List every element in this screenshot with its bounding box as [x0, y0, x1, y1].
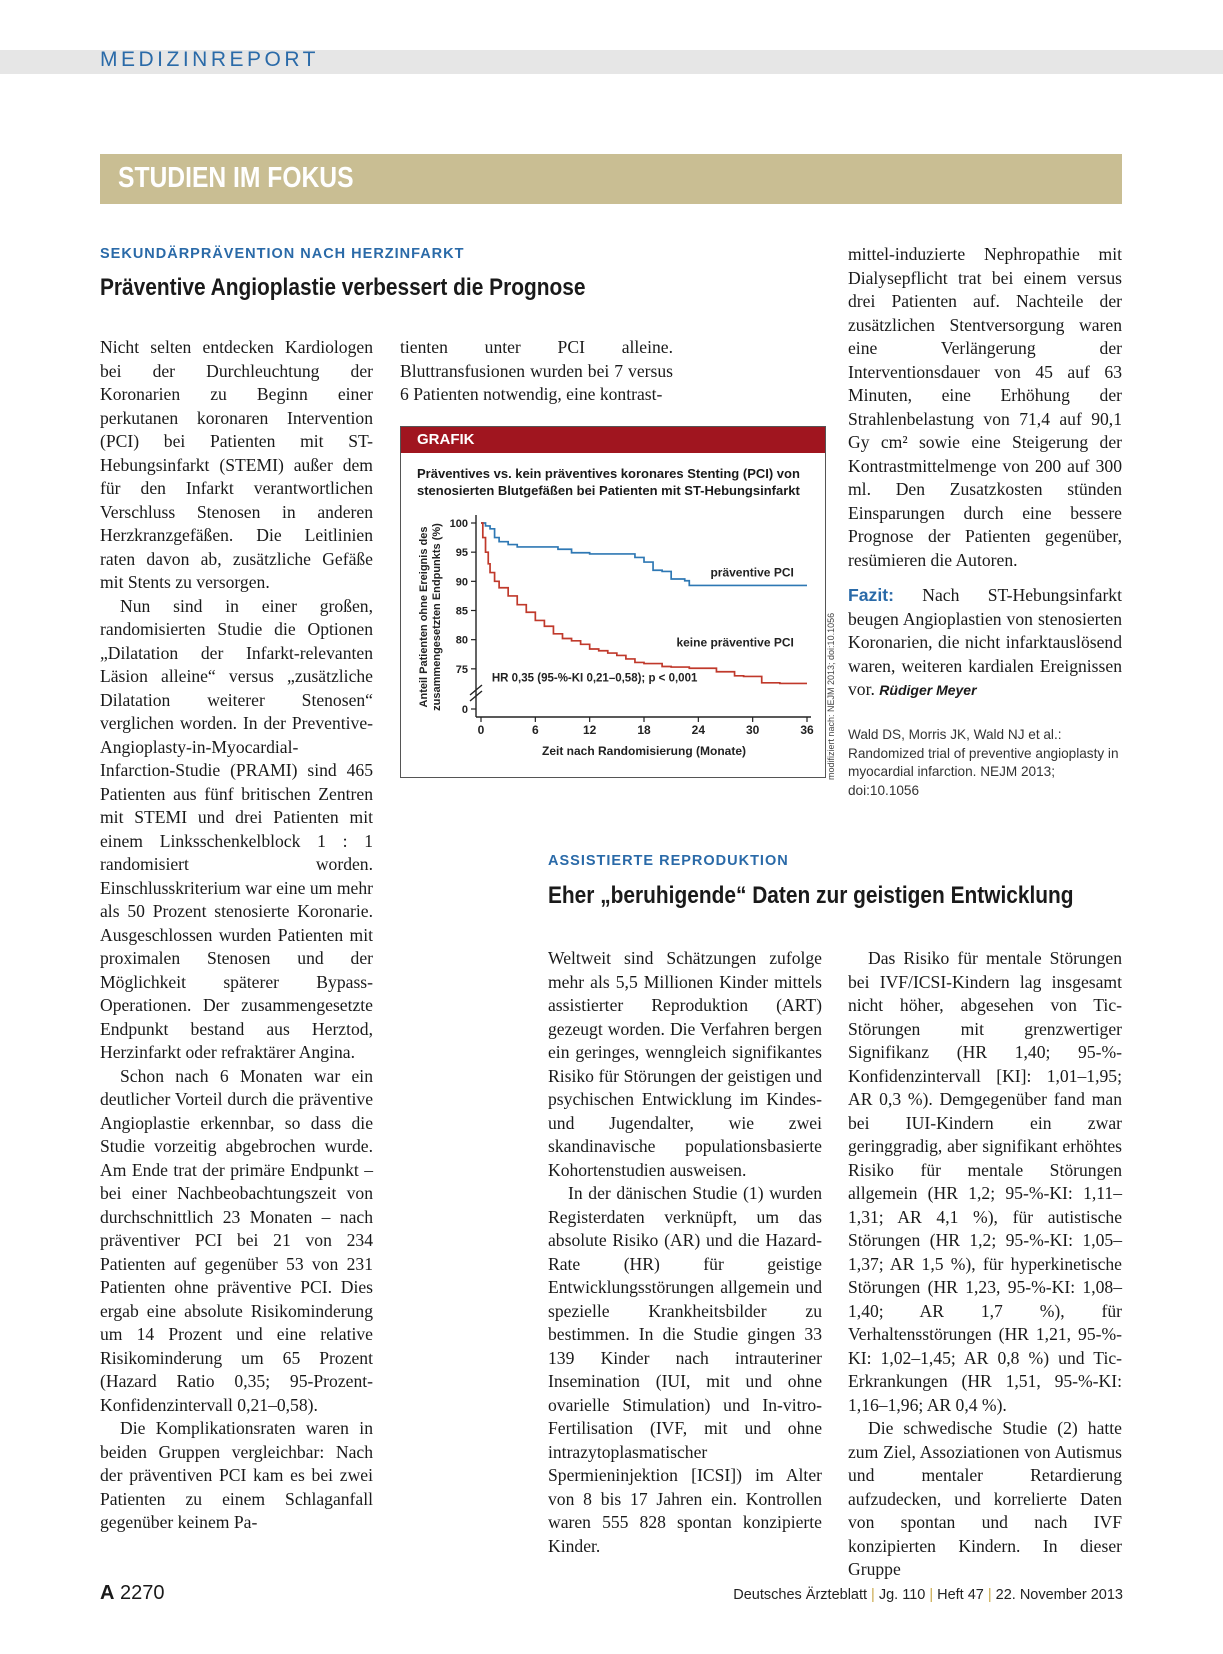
- series-label: präventive PCI: [710, 565, 794, 580]
- article1-kicker: SEKUNDÄRPRÄVENTION NACH HERZINFARKT: [100, 246, 465, 262]
- x-tick-label: 0: [477, 723, 485, 737]
- paragraph: Die schwedische Studie (2) hatte zum Ziel, Assoziationen von Autismus und mentaler Retardierung aufzudecken, und korrelierte Daten von spontan und nach IVF konzipierten Kindern. In dieser Gruppe: [848, 1418, 1122, 1579]
- volume: Jg. 110: [878, 1587, 926, 1603]
- x-tick-label: 18: [637, 723, 651, 737]
- y-tick-label: 80: [455, 634, 468, 647]
- fazit-text: Nach ST-Hebungsinfarkt beugen Angioplastien von stenosierten Koronarien, die nicht infarktauslösend waren, weiteren kardialen Ereignissen vor.: [848, 585, 1122, 699]
- x-tick-label: 36: [800, 723, 814, 737]
- paragraph: Die Komplikationsraten waren in beiden Gruppen vergleichbar: Nach der präventiven PCI kam es bei zwei Patienten zu einem Schlaganfall gegenüber keinem Pa-: [100, 1418, 373, 1532]
- article2-title: Eher „beruhigende“ Daten zur geistigen Entwicklung: [548, 882, 1074, 909]
- journal-name: Deutsches Ärzteblatt: [733, 1587, 868, 1603]
- paragraph: mittel-induzierte Nephropathie mit Dialysepflicht trat bei einem versus drei Patienten auf. Nachteile der zusätzlichen Stentversorgung waren eine Verlängerung der Interventionsdauer von 45 auf 63 Minuten, eine Erhöhung der Strahlenbelastung von 71,4 auf 90,1 Gy cm² sowie eine Steigerung der Kontrastmittelmenge von 200 auf 300 ml. Den Zusatzkosten stünden Einsparungen durch eine bessere Prognose der Patienten gegenüber, resümieren die Autoren.: [848, 244, 1122, 570]
- x-tick-label: 24: [691, 723, 706, 737]
- article2-column1: [548, 947, 822, 1558]
- article1-column3: [848, 243, 1122, 703]
- x-tick-label: 30: [745, 723, 760, 737]
- series-label: keine präventive PCI: [676, 635, 794, 650]
- figure-credit: modifiziert nach: NEJM 2013; doi:10.1056: [826, 612, 836, 780]
- y-tick-label: 90: [455, 576, 468, 589]
- km-chart: [401, 507, 825, 777]
- figure-label: GRAFIK: [417, 431, 475, 448]
- paragraph: Nicht selten entdecken Kardiologen bei der Durchleuchtung der Koronarien zu Beginn einer perkutanen koronaren Intervention (PCI) bei Patienten mit ST-Hebungsinfarkt (STEMI) außer dem für den Infarkt verantwortlichen Verschluss Stenosen in anderen Herzkranzgefäßen. Die Leitlinien raten davon ab, zusätzliche Gefäße mit Stents zu versorgen.: [100, 337, 373, 592]
- x-axis-label: Zeit nach Randomisierung (Monate): [541, 744, 747, 758]
- fazit-paragraph: [848, 584, 1122, 703]
- chart-title: Präventives vs. kein präventives koronares Stenting (PCI) von stenosierten Blutgefäßen bei Patienten mit ST-Hebungsinfarkt: [417, 466, 800, 498]
- section-label: MEDIZINREPORT: [100, 48, 319, 71]
- figure-label-bar: [401, 427, 825, 453]
- fazit-label: Fazit:: [848, 585, 894, 605]
- hazard-ratio-annotation: HR 0,35 (95-%-KI 0,21–0,58); p < 0,001: [491, 672, 698, 685]
- banner: [100, 154, 1122, 204]
- banner-title: STUDIEN IM FOKUS: [118, 162, 354, 194]
- paragraph: Nun sind in einer großen, randomisierten Studie die Optionen „Dilatation der Infarkt-relevanten Läsion alleine“ versus „zusätzliche Dilatation weiterer Stenosen“ verglichen worden. In der Preventive-Angioplasty-in-Myocardial-Infarction-Studie (PRAMI) sind 465 Patienten aus fünf britischen Zentren mit STEMI und drei Patienten mit einem Linksschenkelblock 1 : 1 randomisiert worden. Einschlusskriterium war eine um mehr als 50 Prozent stenosierte Koronarie. Ausgeschlossen wurden Patienten mit proximalen Stenosen und der Möglichkeit späterer Bypass-Operationen. Der zusammengesetzte Endpunkt bestand aus Herztod, Herzinfarkt oder refraktärer Angina.: [100, 595, 373, 1062]
- article1-column2: [400, 336, 673, 407]
- article2-column2: [848, 947, 1122, 1582]
- journal-info: Deutsches Ärzteblatt | Jg. 110 | Heft 47 | 22. November 2013: [733, 1587, 1123, 1603]
- y-tick-label: 85: [455, 605, 468, 618]
- paragraph: Weltweit sind Schätzungen zufolge mehr als 5,5 Millionen Kinder mittels assistierter Reproduktion (ART) gezeugt worden. Die Verfahren bergen ein geringes, wenngleich signifikantes Risiko für Störungen der geistigen und psychischen Entwicklung im Kindes- und Jugendalter, wie zwei skandinavische populationsbasierte Kohortenstudien ausweisen.: [548, 948, 822, 1180]
- author: Rüdiger Meyer: [879, 682, 977, 698]
- y-tick-label: 0: [461, 704, 468, 716]
- paragraph: tienten unter PCI alleine. Bluttransfusionen wurden bei 7 versus 6 Patienten notwendig, eine kontrast-: [400, 337, 673, 404]
- article1-column1: [100, 336, 373, 1535]
- reference: Wald DS, Morris JK, Wald NJ et al.: Randomized trial of preventive angioplasty in myocardial infarction. NEJM 2013; doi:10.1056: [848, 727, 1119, 798]
- issue: Heft 47: [937, 1587, 984, 1603]
- paragraph: In der dänischen Studie (1) wurden Registerdaten verknüpft, um das absolute Risiko (AR) und die Hazard-Rate (HR) für geistige Entwicklungsstörungen allgemein und spezielle Krankheitsbilder zu bestimmen. In die Studie gingen 33 139 Kinder nach intrauteriner Insemination (IUI, mit und ohne ovarielle Stimulation) und In-vitro-Fertilisation (IVF, mit und ohne intrazytoplasmatischer Spermieninjektion [ICSI]) im Alter von 8 bis 17 Jahren ein. Kontrollen waren 555 828 spontan konzipierte Kinder.: [548, 1183, 822, 1556]
- page-number: A 2270: [100, 1582, 165, 1604]
- x-tick-label: 12: [582, 723, 597, 737]
- paragraph: Schon nach 6 Monaten war ein deutlicher Vorteil durch die präventive Angioplastie erkennbar, so dass die Studie vorzeitig abgebrochen wurde. Am Ende trat der primäre Endpunkt – bei einer Nachbeobachtungszeit von durchschnittlich 23 Monaten – nach präventiver PCI bei 21 von 234 Patienten auf gegenüber 53 von 231 Patienten ohne präventive PCI. Dies ergab eine absolute Risikominderung um 14 Prozent und eine relative Risikominderung um 65 Prozent (Hazard Ratio 0,35; 95-Prozent-Konfidenzintervall 0,21–0,58).: [100, 1065, 373, 1415]
- y-tick-label: 95: [455, 547, 468, 560]
- y-tick-label: 75: [455, 663, 468, 676]
- article2-kicker: ASSISTIERTE REPRODUKTION: [548, 853, 789, 869]
- x-tick-label: 6: [531, 723, 539, 737]
- paragraph: Das Risiko für mentale Störungen bei IVF/ICSI-Kindern lag insgesamt nicht höher, abgesehen von Tic-Störungen mit grenzwertiger Signifikanz (HR 1,40; 95-%-Konfidenzintervall [KI]: 1,01–1,95; AR 0,3 %). Demgegenüber fand man bei IUI-Kindern ein zwar geringgradig, aber signifikant erhöhtes Risiko für mentale Störungen allgemein (HR 1,2; 95-%-KI: 1,11–1,31; AR 4,1 %), für autistische Störungen (HR 1,2; 95-%-KI: 1,05–1,37; AR 1,5 %), für hyperkinetische Störungen (HR 1,23, 95-%-KI: 1,08–1,40; AR 1,7 %), für Verhaltensstörungen (HR 1,21, 95-%-KI: 1,02–1,45; AR 0,8 %) und Tic-Erkrankungen (HR 1,51, 95-%-KI: 1,16–1,96; AR 0,4 %).: [848, 948, 1122, 1415]
- figure-box: [400, 426, 826, 778]
- article1-title: Präventive Angioplastie verbessert die Prognose: [100, 274, 586, 301]
- date: 22. November 2013: [995, 1587, 1123, 1603]
- y-axis-label: Anteil Patienten ohne Ereignis deszusammengesetzten Endpunkts (%): [418, 523, 443, 711]
- y-tick-label: 100: [449, 518, 468, 530]
